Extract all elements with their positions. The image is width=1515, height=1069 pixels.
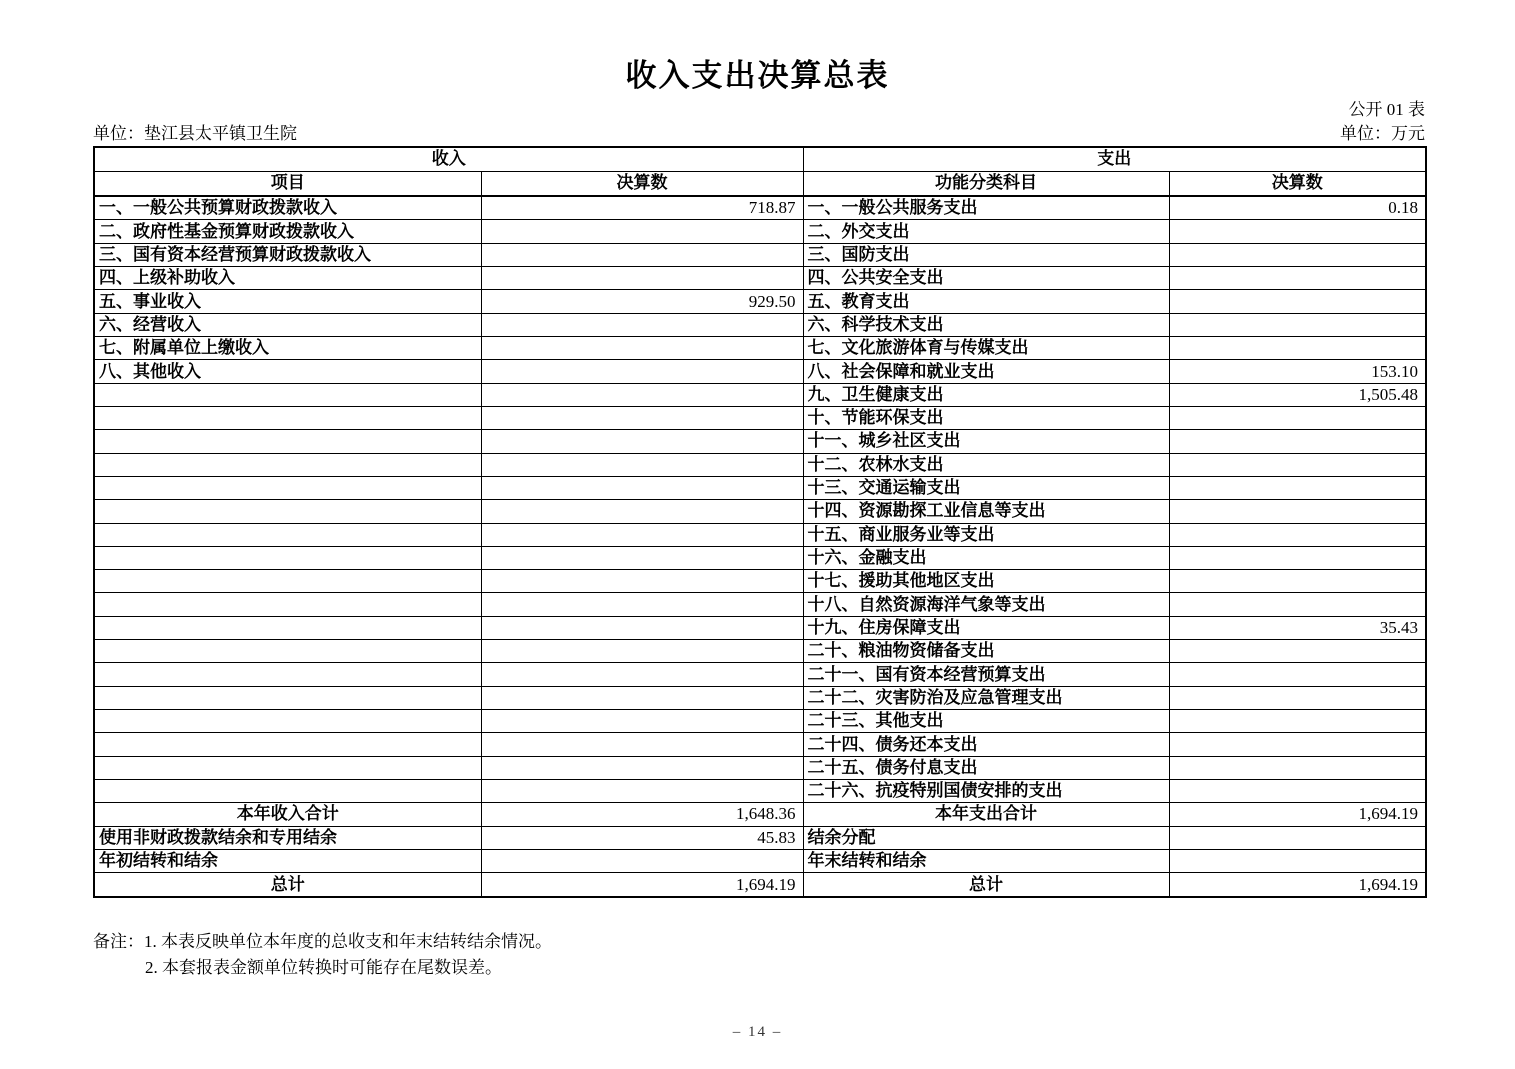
- income-item-amount: [481, 337, 803, 360]
- expense-item-amount: [1169, 826, 1426, 849]
- income-item-label: 年初结转和结余: [94, 849, 481, 872]
- income-item-label: [94, 476, 481, 499]
- notes-label: 备注：: [93, 932, 144, 951]
- table-row: [94, 546, 1426, 569]
- expense-item-amount: [1169, 290, 1426, 313]
- expense-item-label: 十九、住房保障支出: [803, 616, 1169, 639]
- income-item-amount: [481, 383, 803, 406]
- table-row: [94, 733, 1426, 756]
- expense-item-amount: 1,505.48: [1169, 383, 1426, 406]
- expense-item-label: 二十五、债务付息支出: [803, 756, 1169, 779]
- income-item-amount: [481, 733, 803, 756]
- income-item-amount: [481, 267, 803, 290]
- expense-item-label: 十、节能环保支出: [803, 406, 1169, 429]
- table-row: [94, 710, 1426, 733]
- expense-item-label: 十八、自然资源海洋气象等支出: [803, 593, 1169, 616]
- income-item-label: [94, 406, 481, 429]
- income-item-amount: [481, 243, 803, 266]
- table-row: [94, 453, 1426, 476]
- expense-item-label: 二十六、抗疫特别国债安排的支出: [803, 779, 1169, 802]
- table-row: [94, 220, 1426, 243]
- income-item-amount: [481, 663, 803, 686]
- expense-item-label: 九、卫生健康支出: [803, 383, 1169, 406]
- page-number: – 14 –: [732, 1024, 783, 1040]
- income-item-label: [94, 663, 481, 686]
- income-item-label: 五、事业收入: [94, 290, 481, 313]
- income-item-amount: [481, 453, 803, 476]
- expense-item-amount: [1169, 733, 1426, 756]
- table-row: [94, 337, 1426, 360]
- expense-item-label: 十一、城乡社区支出: [803, 430, 1169, 453]
- income-item-label: 六、经营收入: [94, 313, 481, 336]
- note-line-1: [93, 929, 552, 955]
- expense-item-amount: [1169, 243, 1426, 266]
- income-item-label: [94, 430, 481, 453]
- income-item-label: 使用非财政拨款结余和专用结余: [94, 826, 481, 849]
- expense-item-amount: [1169, 267, 1426, 290]
- expense-item-amount: [1169, 476, 1426, 499]
- income-item-amount: [481, 686, 803, 709]
- income-item-amount: [481, 313, 803, 336]
- income-item-amount: [481, 779, 803, 802]
- income-item-label: [94, 686, 481, 709]
- income-item-amount: 718.87: [481, 196, 803, 220]
- expense-item-amount: [1169, 640, 1426, 663]
- income-item-amount: [481, 476, 803, 499]
- expense-item-label: 十三、交通运输支出: [803, 476, 1169, 499]
- expense-item-amount: [1169, 546, 1426, 569]
- expense-item-label: 十二、农林水支出: [803, 453, 1169, 476]
- expense-item-label: 七、文化旅游体育与传媒支出: [803, 337, 1169, 360]
- income-item-label: [94, 383, 481, 406]
- expense-item-amount: [1169, 313, 1426, 336]
- table-row: [94, 663, 1426, 686]
- expense-item-amount: [1169, 430, 1426, 453]
- column-header-item: 项目: [94, 171, 481, 196]
- note-text-2: 2. 本套报表金额单位转换时可能存在尾数误差。: [145, 958, 502, 977]
- notes-block: [93, 929, 552, 981]
- table-row: [94, 360, 1426, 383]
- income-item-amount: [481, 220, 803, 243]
- expense-item-label: 十六、金融支出: [803, 546, 1169, 569]
- income-item-label: 二、政府性基金预算财政拨款收入: [94, 220, 481, 243]
- income-item-amount: [481, 593, 803, 616]
- income-item-label: [94, 546, 481, 569]
- expense-item-amount: [1169, 406, 1426, 429]
- expense-item-amount: [1169, 779, 1426, 802]
- expense-item-label: 四、公共安全支出: [803, 267, 1169, 290]
- expense-item-amount: [1169, 220, 1426, 243]
- table-row: [94, 267, 1426, 290]
- income-item-label: [94, 640, 481, 663]
- expense-item-amount: 153.10: [1169, 360, 1426, 383]
- table-row: [94, 313, 1426, 336]
- table-row: [94, 849, 1426, 872]
- expense-item-amount: [1169, 710, 1426, 733]
- income-item-amount: [481, 640, 803, 663]
- column-header-row: [94, 171, 1426, 196]
- income-item-amount: 1,694.19: [481, 873, 803, 897]
- income-item-label: [94, 710, 481, 733]
- income-item-label: [94, 779, 481, 802]
- expense-item-label: 二十一、国有资本经营预算支出: [803, 663, 1169, 686]
- table-row: [94, 593, 1426, 616]
- doc-number-label: 公开 01 表: [1348, 100, 1425, 119]
- income-item-amount: [481, 406, 803, 429]
- expense-item-amount: [1169, 593, 1426, 616]
- income-item-label: [94, 733, 481, 756]
- expense-item-label: 一、一般公共服务支出: [803, 196, 1169, 220]
- column-header-amount: 决算数: [481, 171, 803, 196]
- expense-item-label: 五、教育支出: [803, 290, 1169, 313]
- table-row: [94, 779, 1426, 802]
- table-row: [94, 523, 1426, 546]
- expense-item-amount: 35.43: [1169, 616, 1426, 639]
- table-row: [94, 873, 1426, 897]
- income-item-label: [94, 616, 481, 639]
- expense-item-label: 二十四、债务还本支出: [803, 733, 1169, 756]
- income-item-label: [94, 570, 481, 593]
- table-row: [94, 826, 1426, 849]
- expense-item-label: 本年支出合计: [803, 803, 1169, 826]
- budget-table-body: [94, 196, 1426, 897]
- table-row: [94, 756, 1426, 779]
- income-item-label: 三、国有资本经营预算财政拨款收入: [94, 243, 481, 266]
- income-item-label: [94, 756, 481, 779]
- table-row: [94, 243, 1426, 266]
- expense-item-label: 八、社会保障和就业支出: [803, 360, 1169, 383]
- income-item-amount: [481, 360, 803, 383]
- income-item-amount: [481, 500, 803, 523]
- expense-item-amount: [1169, 756, 1426, 779]
- income-item-label: 七、附属单位上缴收入: [94, 337, 481, 360]
- expense-item-label: 年末结转和结余: [803, 849, 1169, 872]
- table-row: [94, 686, 1426, 709]
- table-row: [94, 570, 1426, 593]
- budget-table-header: [94, 147, 1426, 196]
- expense-item-amount: [1169, 500, 1426, 523]
- expense-item-amount: [1169, 453, 1426, 476]
- page-title: 收入支出决算总表: [625, 58, 890, 93]
- expense-item-label: 二十三、其他支出: [803, 710, 1169, 733]
- budget-table: [93, 146, 1427, 898]
- unit-name: 单位：垫江县太平镇卫生院: [93, 124, 297, 143]
- income-item-label: 本年收入合计: [94, 803, 481, 826]
- expense-item-label: 二、外交支出: [803, 220, 1169, 243]
- income-item-amount: [481, 523, 803, 546]
- income-item-amount: [481, 756, 803, 779]
- income-item-label: [94, 523, 481, 546]
- expense-item-label: 二十二、灾害防治及应急管理支出: [803, 686, 1169, 709]
- expense-section-header: 支出: [803, 147, 1426, 171]
- income-item-label: 总计: [94, 873, 481, 897]
- income-item-amount: 1,648.36: [481, 803, 803, 826]
- table-row: [94, 616, 1426, 639]
- table-row: [94, 430, 1426, 453]
- income-item-amount: 929.50: [481, 290, 803, 313]
- expense-item-amount: 1,694.19: [1169, 803, 1426, 826]
- income-item-label: 八、其他收入: [94, 360, 481, 383]
- expense-item-amount: [1169, 523, 1426, 546]
- income-item-label: [94, 453, 481, 476]
- note-text-1: 1. 本表反映单位本年度的总收支和年末结转结余情况。: [144, 932, 552, 951]
- table-row: [94, 406, 1426, 429]
- income-item-amount: [481, 849, 803, 872]
- income-item-amount: 45.83: [481, 826, 803, 849]
- income-item-label: [94, 593, 481, 616]
- income-section-header: 收入: [94, 147, 803, 171]
- income-item-amount: [481, 430, 803, 453]
- income-item-label: [94, 500, 481, 523]
- table-row: [94, 803, 1426, 826]
- expense-item-label: 结余分配: [803, 826, 1169, 849]
- table-row: [94, 196, 1426, 220]
- expense-item-amount: [1169, 686, 1426, 709]
- table-row: [94, 500, 1426, 523]
- expense-item-amount: [1169, 337, 1426, 360]
- expense-item-amount: [1169, 663, 1426, 686]
- expense-item-label: 三、国防支出: [803, 243, 1169, 266]
- expense-item-amount: [1169, 570, 1426, 593]
- note-line-2: [93, 955, 552, 981]
- expense-item-label: 十四、资源勘探工业信息等支出: [803, 500, 1169, 523]
- table-row: [94, 476, 1426, 499]
- income-item-amount: [481, 710, 803, 733]
- column-header-category: 功能分类科目: [803, 171, 1169, 196]
- income-item-label: 四、上级补助收入: [94, 267, 481, 290]
- expense-item-label: 十五、商业服务业等支出: [803, 523, 1169, 546]
- table-row: [94, 640, 1426, 663]
- income-item-label: 一、一般公共预算财政拨款收入: [94, 196, 481, 220]
- expense-item-label: 二十、粮油物资储备支出: [803, 640, 1169, 663]
- expense-item-label: 总计: [803, 873, 1169, 897]
- income-item-amount: [481, 546, 803, 569]
- expense-item-label: 十七、援助其他地区支出: [803, 570, 1169, 593]
- expense-item-amount: 0.18: [1169, 196, 1426, 220]
- section-header-row: [94, 147, 1426, 171]
- expense-item-amount: 1,694.19: [1169, 873, 1426, 897]
- expense-item-label: 六、科学技术支出: [803, 313, 1169, 336]
- income-item-amount: [481, 616, 803, 639]
- column-header-amount2: 决算数: [1169, 171, 1426, 196]
- table-row: [94, 383, 1426, 406]
- table-row: [94, 290, 1426, 313]
- expense-item-amount: [1169, 849, 1426, 872]
- income-item-amount: [481, 570, 803, 593]
- unit-currency: 单位：万元: [1340, 124, 1425, 143]
